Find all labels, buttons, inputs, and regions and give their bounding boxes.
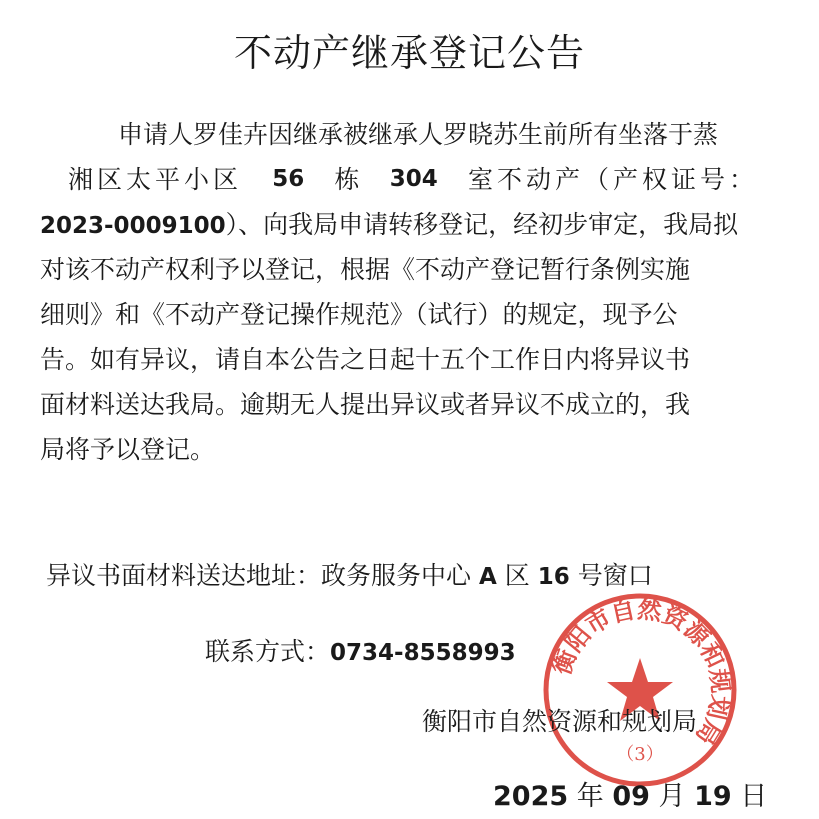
objection-address [46, 556, 653, 592]
page-title: 不动产继承登记公告 [233, 31, 585, 75]
address-label: 异议书面材料送达地址： [46, 561, 322, 590]
body-line-1: 申请人罗佳卉因继承被继承人罗晓苏生前所有坐落于蒸 [118, 120, 719, 149]
body-line-7: 面材料送达我局。逾期无人提出异议或者异议不成立的，我 [40, 390, 691, 419]
contact-info [205, 632, 516, 668]
contact-label: 联系方式： [205, 637, 331, 666]
contact-phone: 0734-8558993 [330, 640, 516, 666]
address-value: 政务服务中心 A 区 16 号窗口 [321, 561, 653, 590]
issue-date: 2025 年 09 月 19 日 [493, 781, 768, 812]
body-line-2: 湘区太平小区 56 栋 304 室不动产（产权证号： [68, 165, 758, 194]
issuing-authority: 衡阳市自然资源和规划局 [422, 707, 698, 736]
notice-body [40, 112, 758, 472]
body-line-8: 局将予以登记。 [40, 435, 216, 464]
seal-number: （3） [616, 744, 664, 765]
body-line-6: 告。如有异议，请自本公告之日起十五个工作日内将异议书 [40, 345, 691, 374]
body-line-3: 2023-0009100）、向我局申请转移登记，经初步审定，我局拟 [40, 210, 739, 239]
body-line-5: 细则》和《不动产登记操作规范》（试行）的规定，现予公 [40, 300, 678, 329]
official-seal [540, 590, 740, 790]
seal-text: 衡阳市自然资源和规划局 [546, 594, 736, 751]
body-line-4: 对该不动产权利予以登记，根据《不动产登记暂行条例实施 [40, 255, 691, 284]
